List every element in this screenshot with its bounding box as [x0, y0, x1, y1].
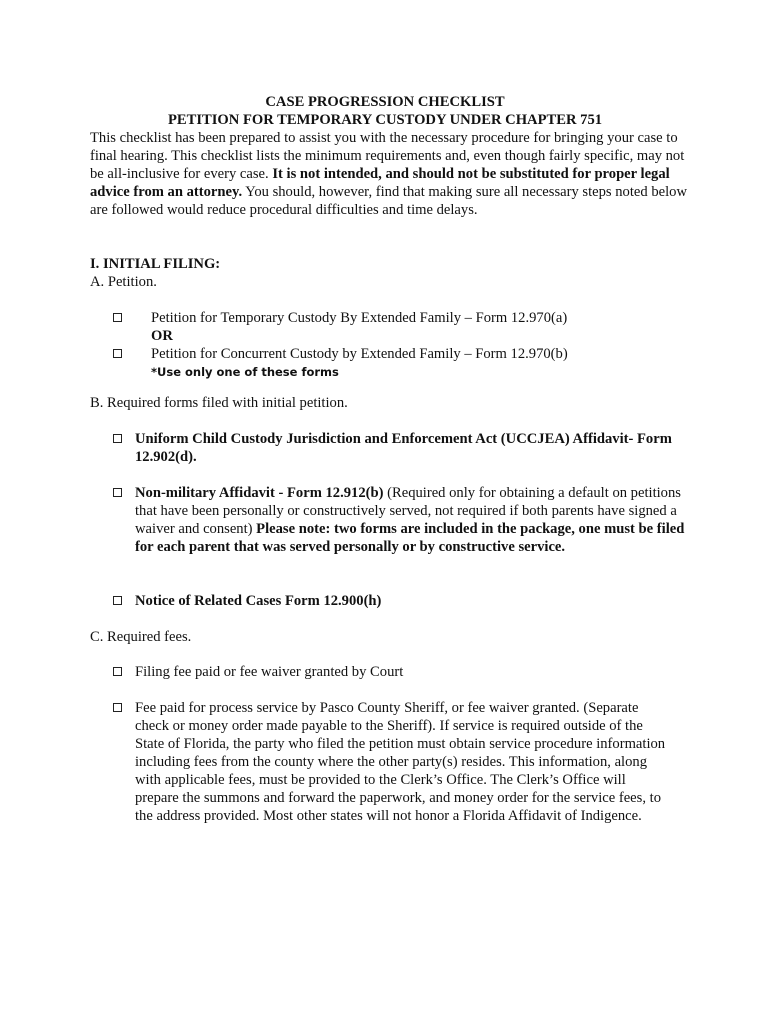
petition-temporary-item: Petition for Temporary Custody By Extended Family – Form 12.970(a) [151, 310, 568, 326]
related-cases-item: Notice of Related Cases Form 12.900(h) [135, 593, 382, 609]
or-separator: OR [151, 328, 173, 344]
checkbox-filing-fee[interactable] [113, 667, 122, 676]
document-title: CASE PROGRESSION CHECKLIST [265, 94, 505, 110]
subsection-b-label: B. Required forms filed with initial petition. [90, 395, 348, 411]
non-military-affidavit-item [135, 484, 685, 556]
intro-bold-disclaimer: It is not intended, and should not be substituted for proper legal advice from an attorney. [90, 166, 670, 200]
non-military-note: Please note: two forms are included in the package, one must be filed for each parent that was served personally or by constructive service. [135, 521, 685, 555]
subsection-a-label: A. Petition. [90, 274, 157, 290]
non-military-title: Non-military Affidavit - Form 12.912(b) [135, 485, 384, 501]
checkbox-uccjea[interactable] [113, 434, 122, 443]
non-military-text: (Required only for obtaining a default on petitions that have been personally or constructively served, not required if both parents have signed a waiver and consent) [135, 485, 681, 537]
petition-concurrent-item: Petition for Concurrent Custody by Extended Family – Form 12.970(b) [151, 346, 568, 362]
checkbox-petition-temporary[interactable] [113, 313, 122, 322]
intro-text-2: You should, however, find that making sure all necessary steps noted below are followed would reduce procedural difficulties and time delays. [90, 184, 687, 218]
checkbox-petition-concurrent[interactable] [113, 349, 122, 358]
uccjea-affidavit-item: Uniform Child Custody Jurisdiction and Enforcement Act (UCCJEA) Affidavit- Form 12.902(d). [135, 431, 672, 465]
checkbox-related-cases[interactable] [113, 596, 122, 605]
intro-text-1: This checklist has been prepared to assist you with the necessary procedure for bringing your case to final hearing. This checklist lists the minimum requirements and, even though fairly specific, may not be all-inclusive for every case. [90, 130, 685, 182]
subsection-c-label: C. Required fees. [90, 629, 192, 645]
use-one-form-note: *Use only one of these forms [151, 365, 339, 379]
checkbox-process-service-fee[interactable] [113, 703, 122, 712]
section-initial-filing-heading: I. INITIAL FILING: [90, 256, 221, 272]
filing-fee-item: Filing fee paid or fee waiver granted by Court [135, 664, 404, 680]
checkbox-non-military[interactable] [113, 488, 122, 497]
document-subtitle: PETITION FOR TEMPORARY CUSTODY UNDER CHAPTER 751 [167, 112, 603, 128]
process-service-fee-item: Fee paid for process service by Pasco County Sheriff, or fee waiver granted. (Separate check or money order made payable to the Sheriff). If service is required outside of the State of Florida, the party who filed the petition must obtain service procedure information including fees from the county where the other party(s) resides. This information, along with applicable fees, must be provided to the Clerk’s Office. The Clerk’s Office will prepare the summons and forward the paperwork, and money order for the service fees, to the address provided. Most other states will not honor a Florida Affidavit of Indigence. [135, 700, 666, 824]
intro-paragraph [90, 129, 690, 219]
